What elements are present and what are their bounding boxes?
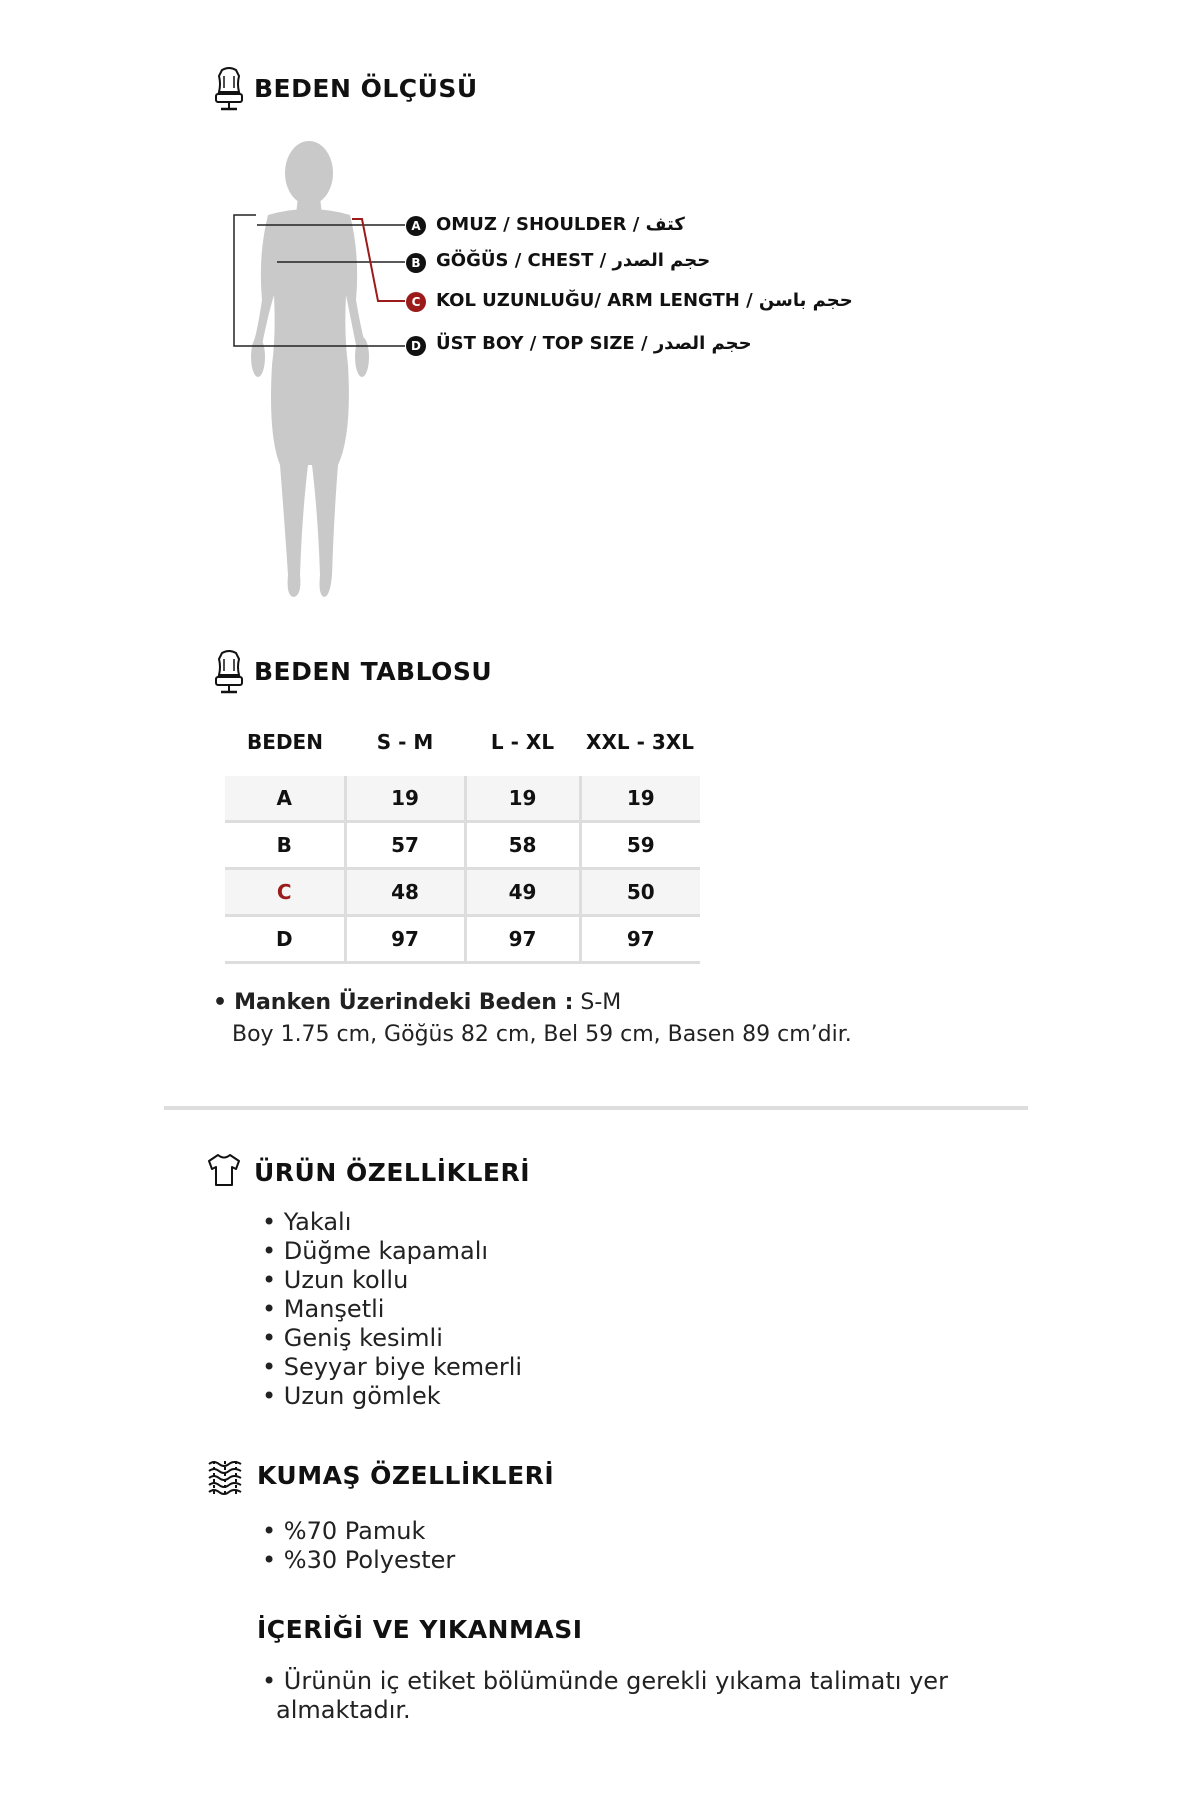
list-item: • Düğme kapamalı (262, 1237, 489, 1265)
table-cell: 58 (465, 822, 580, 869)
table-row (225, 869, 700, 916)
table-cell: 97 (580, 916, 700, 963)
list-item: • Seyyar biye kemerli (262, 1353, 523, 1381)
list-item: • %30 Polyester (262, 1546, 456, 1574)
measure-title: BEDEN ÖLÇÜSÜ (254, 74, 478, 103)
list-item: • Geniş kesimli (262, 1324, 443, 1352)
row-label: C (225, 869, 345, 916)
model-size-note: • Manken Üzerindeki Beden : S-M (213, 990, 622, 1015)
badge-b: B (406, 253, 426, 273)
table-cell: 97 (345, 916, 465, 963)
table-cell: 97 (465, 916, 580, 963)
table-cell: 48 (345, 869, 465, 916)
shirt-icon (206, 1152, 242, 1188)
table-row (225, 916, 700, 963)
size-table (225, 718, 700, 964)
table-row (225, 822, 700, 869)
measure-label-a: OMUZ / SHOULDER / كتف (436, 214, 685, 235)
badge-d: D (406, 336, 426, 356)
measure-label-b: GÖĞÜS / CHEST / حجم الصدر (436, 250, 711, 271)
row-label: A (225, 776, 345, 822)
row-label: D (275, 927, 293, 951)
column-header: XXL - 3XL (586, 730, 694, 754)
product-features-list (262, 1208, 522, 1411)
column-header: S - M (376, 730, 434, 754)
measure-lines (230, 205, 430, 355)
care-text (262, 1667, 948, 1725)
fabric-list (262, 1517, 455, 1575)
care-title: İÇERİĞİ VE YIKANMASI (257, 1615, 583, 1644)
column-header: BEDEN (247, 730, 323, 754)
section-divider (164, 1106, 1028, 1110)
table-cell: 59 (580, 822, 700, 869)
measure-label-c: KOL UZUNLUĞU/ ARM LENGTH / حجم باسن (436, 290, 853, 311)
size-table-title: BEDEN TABLOSU (254, 657, 493, 686)
table-cell: 19 (465, 776, 580, 822)
model-size-value: S-M (580, 990, 622, 1015)
table-cell: 49 (465, 869, 580, 916)
fabric-icon (206, 1458, 244, 1496)
table-cell: 50 (580, 869, 700, 916)
list-item: • Yakalı (262, 1208, 352, 1236)
list-item-continuation: almaktadır. (276, 1696, 411, 1724)
row-label: B (276, 833, 292, 857)
fabric-title: KUMAŞ ÖZELLİKLERİ (257, 1461, 555, 1490)
table-cell: 19 (580, 776, 700, 822)
table-cell: 19 (345, 776, 465, 822)
badge-a: A (406, 216, 426, 236)
dress-form-icon (212, 649, 246, 695)
measure-label-d: ÜST BOY / TOP SIZE / حجم الصدر (436, 333, 752, 354)
table-row (225, 776, 700, 822)
list-item: • Ürünün iç etiket bölümünde gerekli yıkama talimatı yer (262, 1667, 948, 1695)
badge-c: C (406, 292, 426, 312)
list-item: • Uzun gömlek (262, 1382, 441, 1410)
product-features-title: ÜRÜN ÖZELLİKLERİ (254, 1158, 531, 1187)
dress-form-icon (212, 66, 246, 112)
model-size-label: Manken Üzerindeki Beden : (234, 990, 574, 1015)
list-item: • Manşetli (262, 1295, 385, 1323)
list-item: • Uzun kollu (262, 1266, 409, 1294)
table-cell: 57 (345, 822, 465, 869)
table-header-row (225, 718, 700, 766)
column-header: L - XL (490, 730, 555, 754)
list-item: • %70 Pamuk (262, 1517, 426, 1545)
model-measurements: Boy 1.75 cm, Göğüs 82 cm, Bel 59 cm, Basen 89 cm’dir. (232, 1022, 852, 1047)
